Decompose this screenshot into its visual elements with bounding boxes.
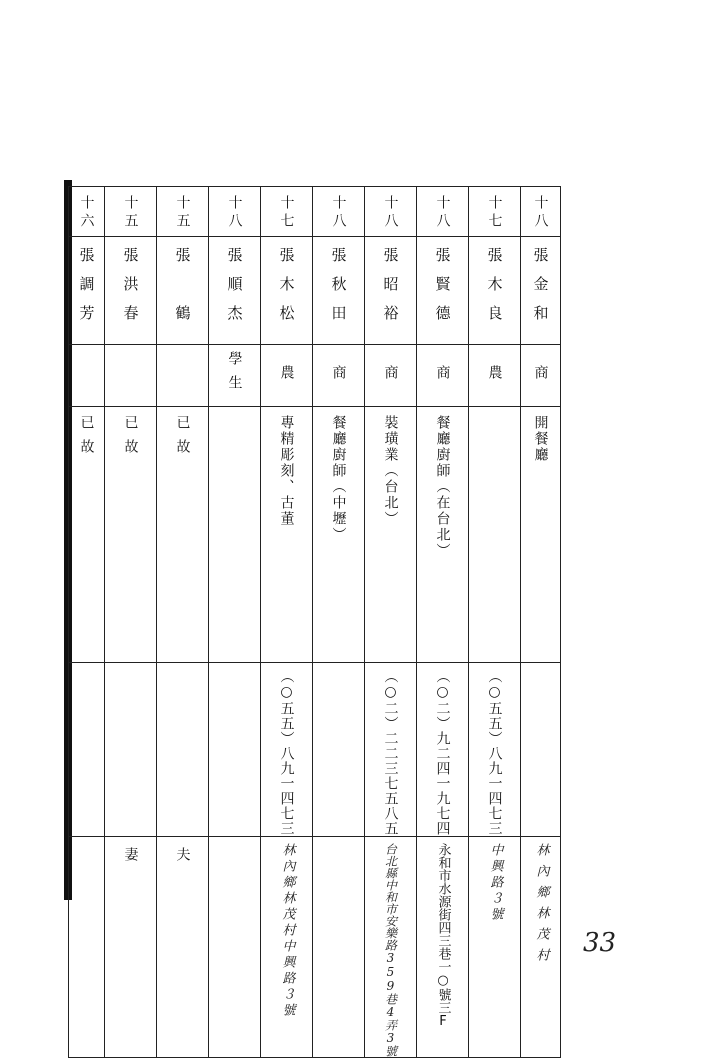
occupation-cell [365, 345, 417, 407]
note-text: 餐廳廚師（中壢） [330, 415, 347, 543]
phone-text: （○五五）八九一四七三 [278, 669, 295, 836]
address-cell [521, 837, 561, 1058]
note-text: 已故 [174, 415, 191, 463]
occupation-cell [313, 345, 365, 407]
occupation-cell [209, 345, 261, 407]
address-cell [313, 837, 365, 1058]
name-cell [365, 237, 417, 345]
name-cell [69, 237, 105, 345]
note-text: 專精彫刻、古董 [278, 415, 295, 527]
occupation-text: 學生 [226, 351, 243, 399]
address-cell [365, 837, 417, 1058]
age-row [69, 187, 561, 237]
occupation-cell [261, 345, 313, 407]
age-cell [469, 187, 521, 237]
phone-cell [365, 663, 417, 837]
handwritten-address: 台北縣中和市安樂路359巷4弄3號 [383, 843, 398, 1057]
age-cell [313, 187, 365, 237]
age-text: 十八 [382, 195, 399, 231]
phone-cell [157, 663, 209, 837]
age-cell [209, 187, 261, 237]
handwritten-address: 中興路３號 [487, 843, 503, 923]
address-cell [417, 837, 469, 1058]
note-cell [521, 407, 561, 663]
address-cell [157, 837, 209, 1058]
occupation-text: 商 [434, 365, 451, 389]
note-text: 裝璜業（台北） [382, 415, 399, 527]
occupation-text: 商 [330, 365, 347, 389]
occupation-cell [105, 345, 157, 407]
age-cell [157, 187, 209, 237]
relation-text: 夫 [174, 847, 191, 867]
age-text: 十八 [434, 195, 451, 231]
address-cell [261, 837, 313, 1058]
name-text: 張調芳 [77, 247, 96, 334]
occupation-cell [417, 345, 469, 407]
phone-cell [469, 663, 521, 837]
phone-cell [209, 663, 261, 837]
name-text: 張金和 [531, 247, 550, 334]
age-cell [69, 187, 105, 237]
name-cell [417, 237, 469, 345]
phone-text: （○五五）八九一四七三 [486, 669, 503, 836]
phone-cell [313, 663, 365, 837]
occupation-cell [521, 345, 561, 407]
phone-row [69, 663, 561, 837]
note-cell [313, 407, 365, 663]
occupation-cell [69, 345, 105, 407]
name-cell [105, 237, 157, 345]
note-row [69, 407, 561, 663]
note-text: 已故 [122, 415, 139, 463]
handwritten-address: 林內鄉林茂村 [533, 843, 549, 969]
name-cell [521, 237, 561, 345]
address-row [69, 837, 561, 1058]
phone-text: （○二）九二四一九七四 [434, 669, 451, 836]
occupation-text: 農 [486, 365, 503, 389]
note-cell [105, 407, 157, 663]
address-cell [209, 837, 261, 1058]
phone-cell [261, 663, 313, 837]
age-text: 十七 [278, 195, 295, 231]
name-text: 張賢德 [433, 247, 452, 334]
name-text: 張順杰 [225, 247, 244, 334]
note-cell [157, 407, 209, 663]
handwritten-address: 林內鄉林茂村中興路３號 [279, 843, 295, 1019]
note-cell [69, 407, 105, 663]
relation-text: 妻 [122, 847, 139, 867]
occupation-cell [469, 345, 521, 407]
note-text: 餐廳廚師（在台北） [434, 415, 451, 559]
name-cell [469, 237, 521, 345]
name-cell [313, 237, 365, 345]
age-cell [417, 187, 469, 237]
age-text: 十八 [330, 195, 347, 231]
address-text: 永和市水源街四三巷一○號三F [435, 843, 451, 1029]
note-cell [209, 407, 261, 663]
name-text: 張昭裕 [381, 247, 400, 334]
address-cell [105, 837, 157, 1058]
age-text: 十五 [174, 195, 191, 231]
age-cell [261, 187, 313, 237]
name-row [69, 237, 561, 345]
phone-cell [105, 663, 157, 837]
address-cell [69, 837, 105, 1058]
age-text: 十六 [78, 195, 95, 231]
phone-cell [69, 663, 105, 837]
age-cell [521, 187, 561, 237]
name-text: 張洪春 [121, 247, 140, 334]
age-text: 十五 [122, 195, 139, 231]
page-number: 33 [583, 928, 617, 958]
age-text: 十八 [226, 195, 243, 231]
note-text: 開餐廳 [532, 415, 549, 463]
note-cell [365, 407, 417, 663]
name-text: 張秋田 [329, 247, 348, 334]
address-cell [469, 837, 521, 1058]
name-text: 張木良 [485, 247, 504, 334]
note-cell [469, 407, 521, 663]
occupation-cell [157, 345, 209, 407]
phone-text: （○二）二二三七五八五 [382, 669, 399, 836]
age-text: 十七 [486, 195, 503, 231]
age-cell [365, 187, 417, 237]
occupation-text: 農 [278, 365, 295, 389]
name-cell [261, 237, 313, 345]
genealogy-table [68, 186, 561, 1058]
name-cell [209, 237, 261, 345]
phone-cell [521, 663, 561, 837]
occupation-text: 商 [532, 365, 549, 389]
age-text: 十八 [532, 195, 549, 231]
name-cell [157, 237, 209, 345]
note-cell [417, 407, 469, 663]
note-text: 已故 [78, 415, 95, 463]
age-cell [105, 187, 157, 237]
phone-cell [417, 663, 469, 837]
name-text: 張木松 [277, 247, 296, 334]
note-cell [261, 407, 313, 663]
occupation-row [69, 345, 561, 407]
name-text: 張 鶴 [173, 247, 192, 334]
occupation-text: 商 [382, 365, 399, 389]
